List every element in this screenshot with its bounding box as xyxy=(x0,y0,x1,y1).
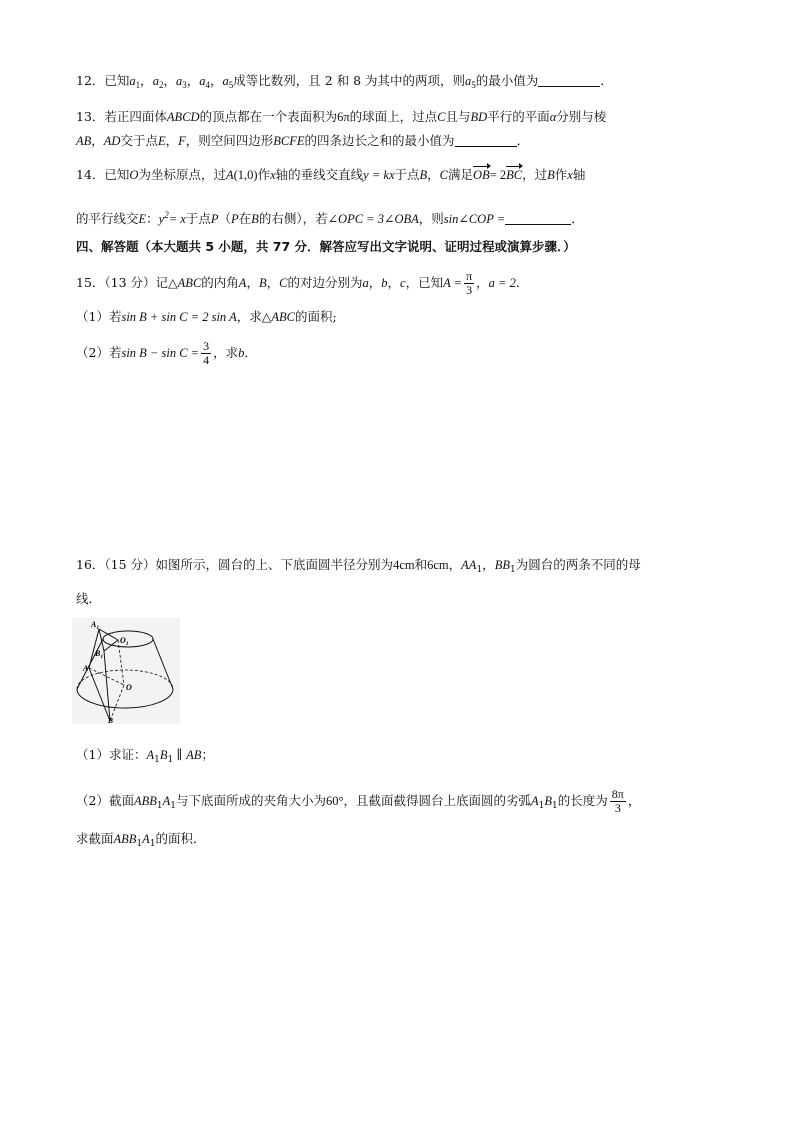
question-15-part-1: （1）若sin B + sin C = 2 sin A，求△ABC的面积; xyxy=(76,309,337,324)
question-12: 12．已知$a_1$，$a_2$，$a_3$，$a_4$，$a_5$成等比数列，且 2 和 8 为其中的两项，则$a_5$的最小值为 ． xyxy=(76,73,613,90)
question-13-line-2: AB，AD交于点E，F，则空间四边形BCFE的四条边长之和的最小值为 ． xyxy=(76,133,530,148)
answer-blank-14[interactable] xyxy=(505,212,571,225)
question-13-line-1: 13．若正四面体ABCD的顶点都在一个表面积为6π的球面上，过点C且与BD平行的平面α分别与棱 xyxy=(76,109,607,124)
label-a1: $A_1$ xyxy=(91,620,100,631)
question-14-line-1: 14．已知O为坐标原点，过A(1,0)作x轴的垂线交直线y = kx于点B，C满足OB= 2BC，过B作x轴 xyxy=(76,167,586,182)
question-15-stem: 15．（13 分）记△ABC的内角A，B，C的对边分别为a，b，c，已知A = $\frac{\pi}{3}$ ，a = 2． xyxy=(76,269,529,297)
answer-blank-12[interactable] xyxy=(538,74,600,87)
label-b: B xyxy=(108,716,114,724)
section-heading-4: 四、解答题（本大题共 5 小题，共 77 分．解答应写出文字说明、证明过程或演算步骤．） xyxy=(76,239,576,254)
answer-blank-13[interactable] xyxy=(455,134,517,147)
label-a: A xyxy=(83,664,89,673)
label-o: O xyxy=(126,683,132,692)
question-14-line-2: 的平行线交E：$y^2= x$于点P（P在B的右侧），若∠OPC = 3∠OBA，则sin∠COP = ． xyxy=(76,210,584,226)
frustum-figure xyxy=(72,618,180,724)
question-16-line-1: 16．（15 分）如图所示，圆台的上、下底面圆半径分别为4cm和6cm，$AA_1$，$BB_1$为圆台的两条不同的母 xyxy=(76,557,641,575)
question-16-part-2-line-1: （2）截面$ABB_1A_1$与下底面所成的夹角大小为60°，且截面截得圆台上底面圆的劣弧$A_1B_1$的长度为 $\frac{8\pi}{3}$ ， xyxy=(76,787,641,815)
question-16-part-2-line-2: 求截面$ABB_1A_1$的面积． xyxy=(76,831,206,849)
question-15-part-2: （2）若sin B − sin C = $\frac{3}{4}$ ，求b． xyxy=(76,339,257,367)
question-16-part-1: （1）求证：$A_1B_1$ ∥ AB； xyxy=(76,747,214,765)
label-b1: $B_1$ xyxy=(95,649,104,660)
question-16-line-2: 线． xyxy=(76,591,102,606)
label-o1: $O_1$ xyxy=(120,636,129,647)
